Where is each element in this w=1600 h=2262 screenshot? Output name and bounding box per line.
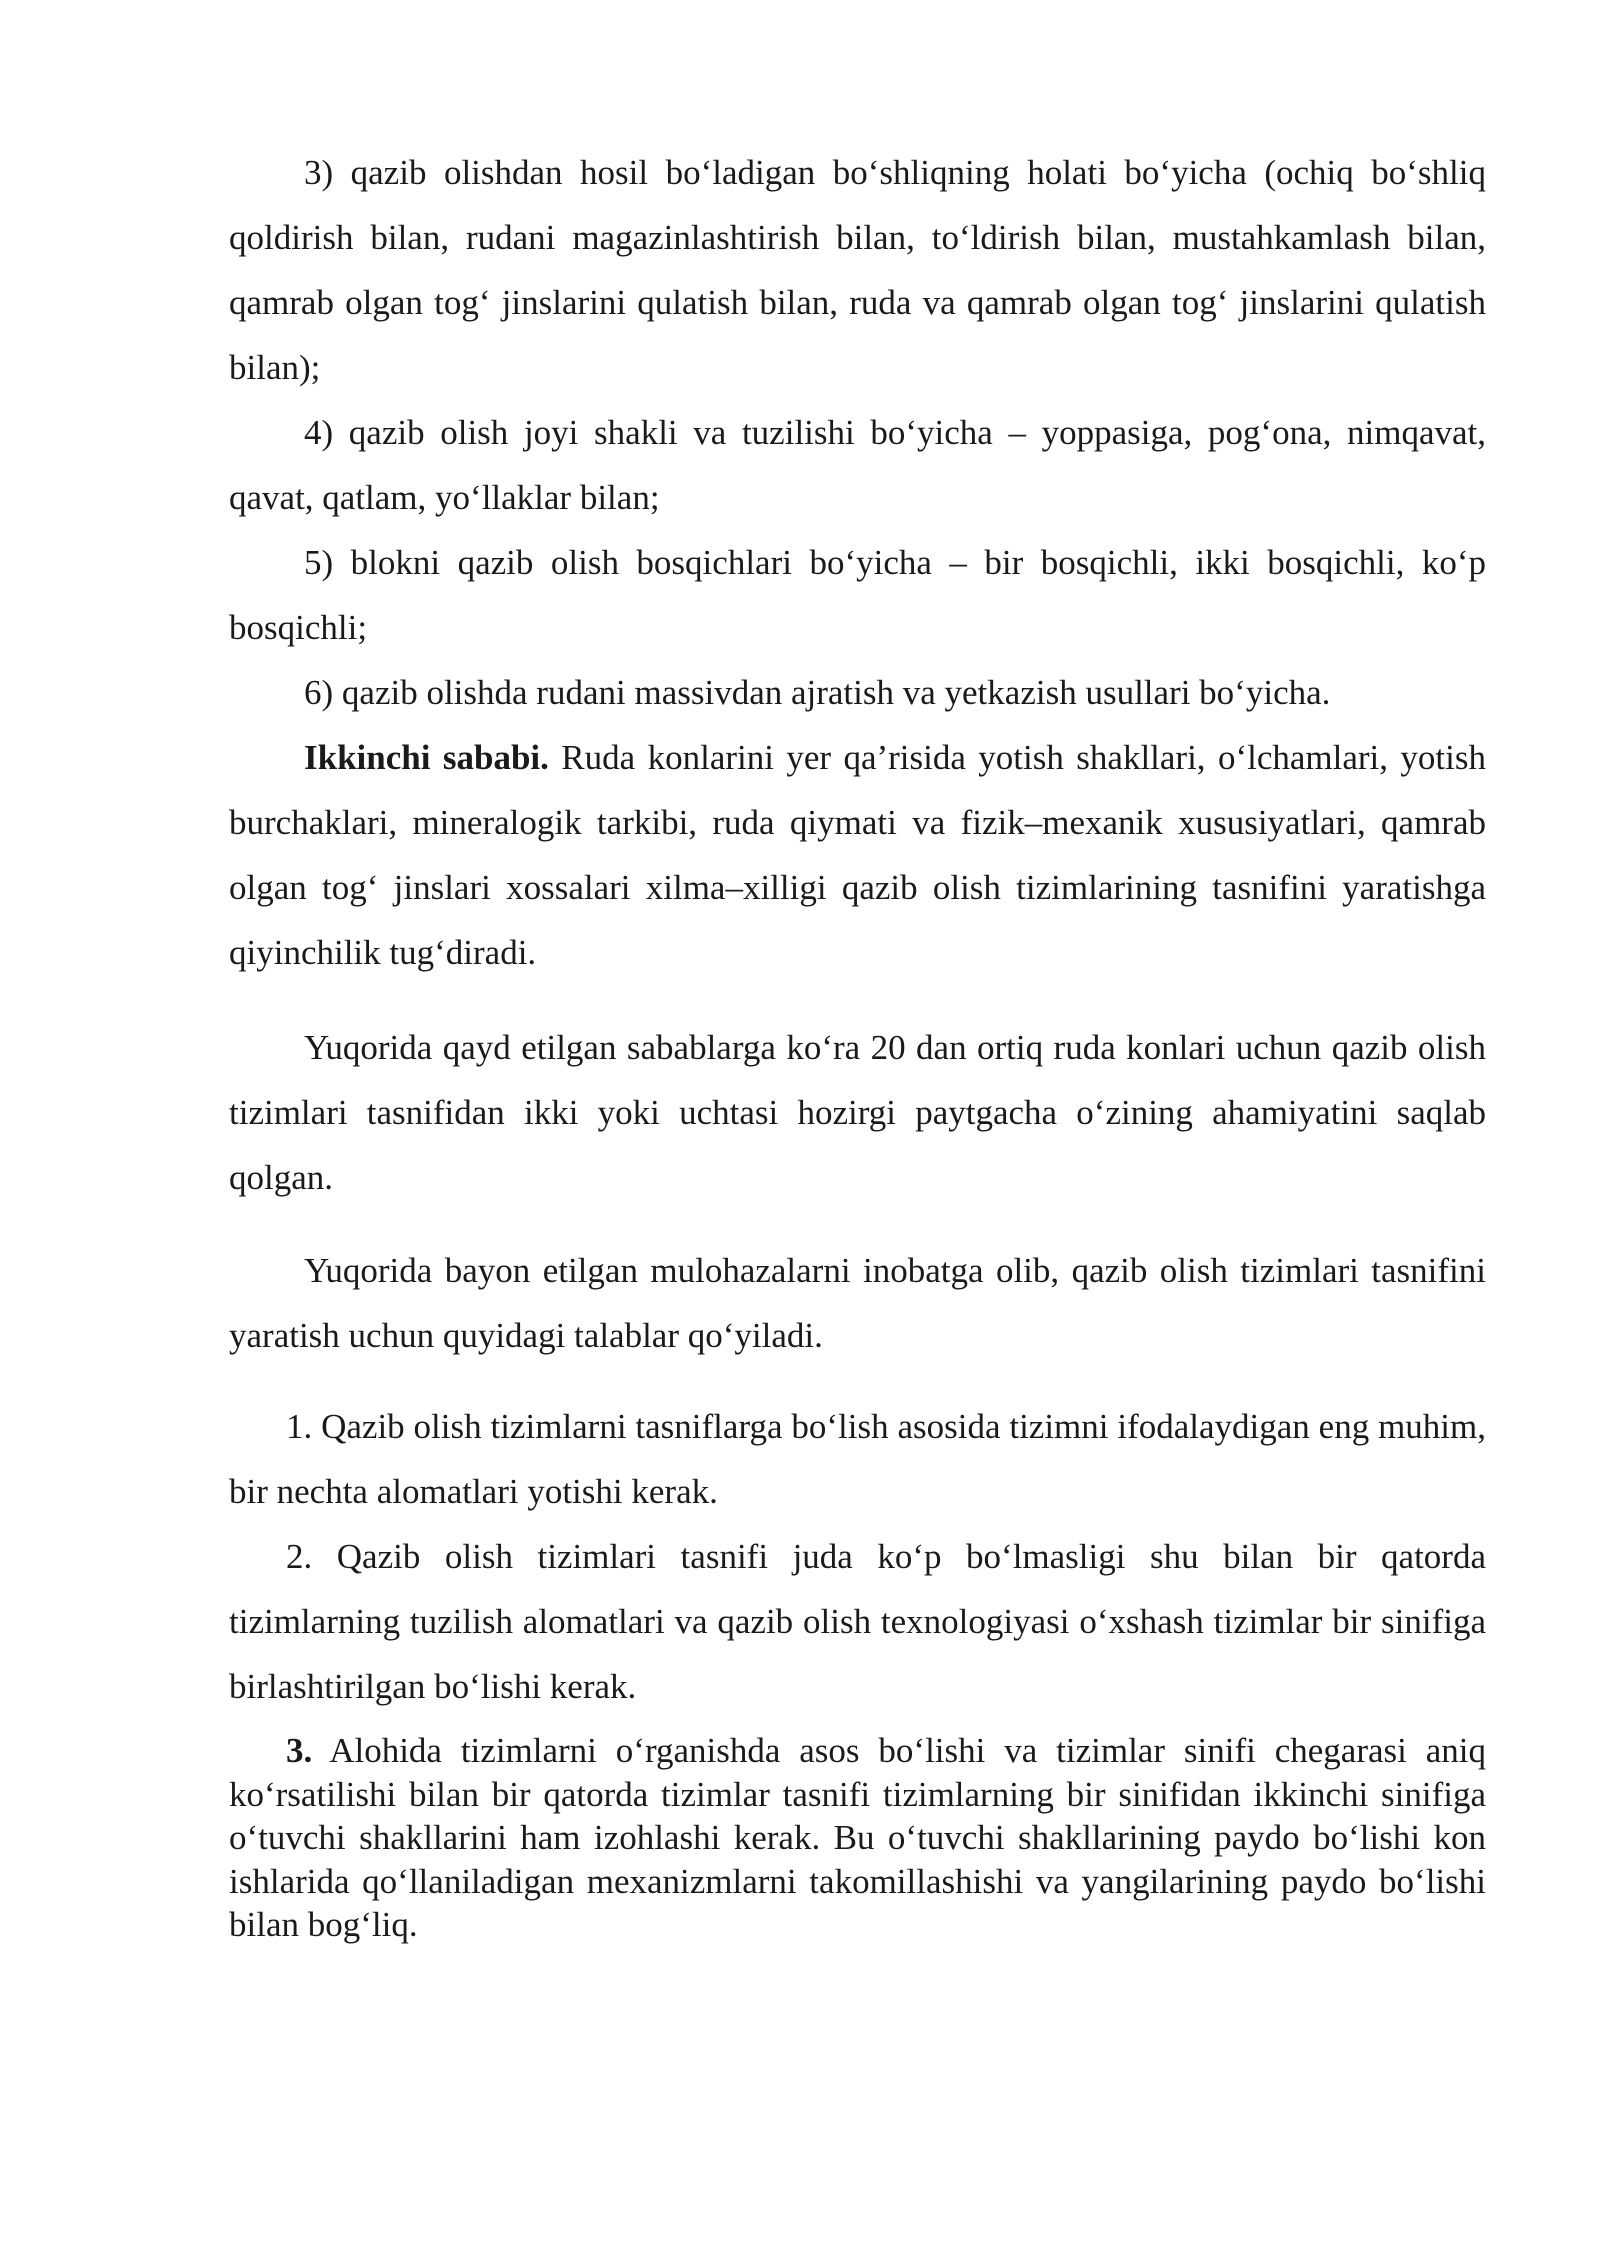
requirement-1-number: 1.	[286, 1407, 313, 1446]
requirement-2-number: 2.	[286, 1537, 313, 1576]
list-item-3: 3) qazib olishdan hosil bo‘ladigan bo‘shliqning holati bo‘yicha (ochiq bo‘shliq qoldirish bilan, rudani magazinlashtirish bilan, to‘ldirish bilan, mustahkamlash bilan, qamrab olgan tog‘ jinslarini qulatish bilan, ruda va qamrab olgan tog‘ jinslarini qulatish bilan);	[229, 153, 1486, 387]
paragraph-block-1	[229, 1015, 1486, 1210]
second-reason-paragraph	[229, 725, 1486, 985]
classification-list	[229, 140, 1486, 985]
requirement-2	[229, 1524, 1486, 1719]
requirement-3-number: 3.	[286, 1731, 313, 1770]
paragraph-requirements-intro: Yuqorida bayon etilgan mulohazalarni inobatga olib, qazib olish tizimlari tasnifini yaratish uchun quyidagi talablar qo‘yiladi.	[229, 1251, 1486, 1355]
list-item-5: 5) blokni qazib olish bosqichlari bo‘yicha – bir bosqichli, ikki bosqichli, ko‘p bosqichli;	[229, 543, 1486, 647]
paragraph-reasons-summary: Yuqorida qayd etilgan sabablarga ko‘ra 20 dan ortiq ruda konlari uchun qazib olish tizimlari tasnifidan ikki yoki uchtasi hozirgi paytgacha o‘zining ahamiyatini saqlab qolgan.	[229, 1028, 1486, 1197]
requirement-3-text: Alohida tizimlarni o‘rganishda asos bo‘lishi va tizimlar sinifi chegarasi aniq ko‘rsatilishi bilan bir qatorda tizimlar tasnifi tizimlarning bir sinifidan ikkinchi sinifiga o‘tuvchi shakllarini ham izohlashi kerak. Bu o‘tuvchi shakllarining paydo bo‘lishi kon ishlarida qo‘llaniladigan mexanizmlarni takomillashishi va yangilarining paydo bo‘lishi bilan bog‘liq.	[229, 1731, 1486, 1944]
requirement-3-block	[229, 1729, 1486, 1947]
requirement-2-text: Qazib olish tizimlari tasnifi juda ko‘p bo‘lmasligi shu bilan bir qatorda tizimlarning tuzilish alomatlari va qazib olish texnologiyasi o‘xshash tizimlar bir sinifiga birlashtirilgan bo‘lishi kerak.	[229, 1537, 1486, 1706]
requirement-1-text: Qazib olish tizimlarni tasniflarga bo‘lish asosida tizimni ifodalaydigan eng muhim, bir nechta alomatlari yotishi kerak.	[229, 1407, 1486, 1511]
paragraph-block-2	[229, 1238, 1486, 1368]
requirements-list	[229, 1394, 1486, 1719]
list-item-4: 4) qazib olish joyi shakli va tuzilishi bo‘yicha – yoppasiga, pog‘ona, nimqavat, qavat, qatlam, yo‘llaklar bilan;	[229, 413, 1486, 517]
list-item-6: 6) qazib olishda rudani massivdan ajratish va yetkazish usullari bo‘yicha.	[304, 673, 1331, 712]
second-reason-label: Ikkinchi sababi.	[304, 738, 549, 777]
second-reason-text: Ruda konlarini yer qa’risida yotish shakllari, o‘lchamlari, yotish burchaklari, mineralogik tarkibi, ruda qiymati va fizik–mexanik xususiyatlari, qamrab olgan tog‘ jinslari xossalari xilma–xilligi qazib olish tizimlarining tasnifini yaratishga qiyinchilik tug‘diradi.	[229, 738, 1486, 972]
requirement-1	[229, 1394, 1486, 1524]
requirement-3	[229, 1729, 1486, 1947]
